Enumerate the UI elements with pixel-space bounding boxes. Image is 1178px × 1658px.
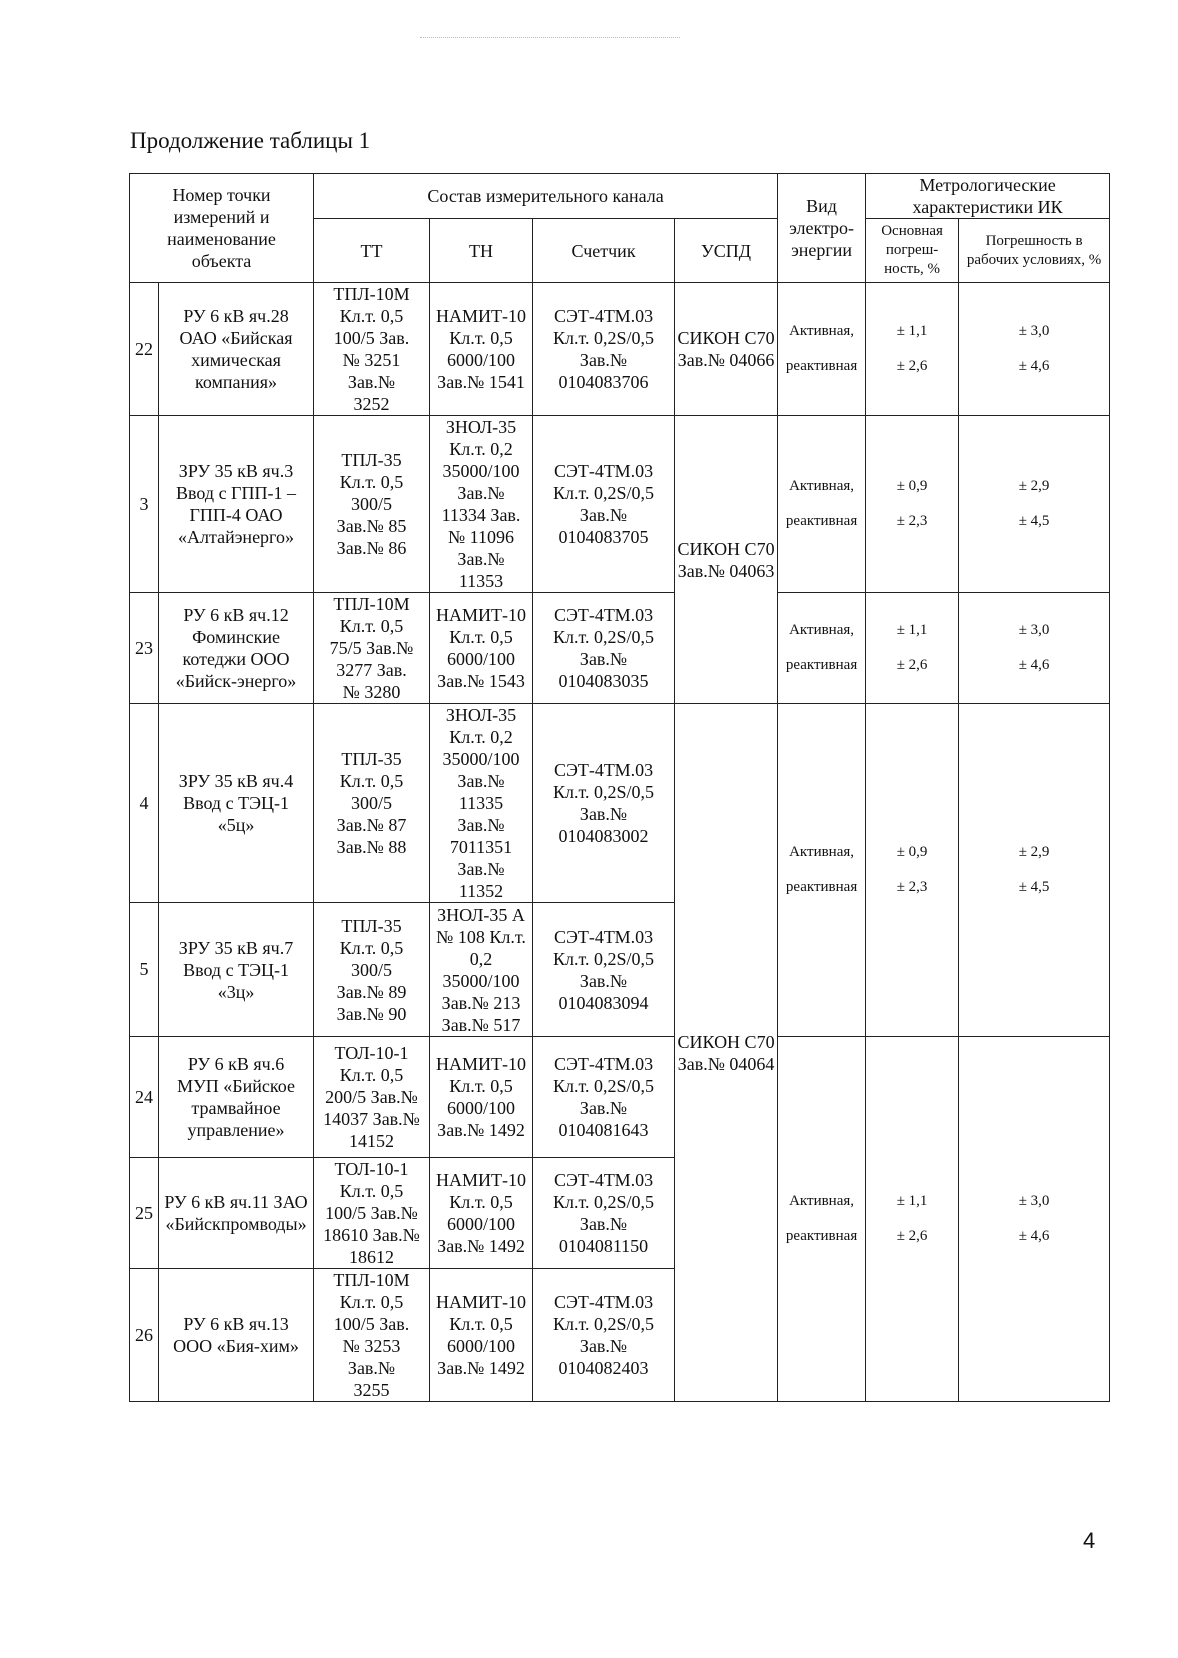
basic-error-reactive: ± 2,3 [896,879,928,895]
work-error-active: ± 2,9 [1018,844,1050,860]
table-row [130,593,1110,704]
meter-cell: СЭТ-4ТМ.03 Кл.т. 0,2S/0,5 Зав.№ 0104083705 [533,416,675,593]
tn-cell: НАМИТ-10 Кл.т. 0,5 6000/100 Зав.№ 1492 [430,1158,533,1269]
header-energy-type: Вид электро-энергии [778,174,866,283]
energy-active: Активная, [789,622,855,638]
header-composition: Состав измерительного канала [314,174,778,219]
tt-cell: ТПЛ-35 Кл.т. 0,5 300/5 Зав.№ 89 Зав.№ 90 [314,903,430,1037]
work-error-reactive: ± 4,6 [1018,657,1050,673]
energy-type-cell [778,416,866,593]
basic-error-reactive: ± 2,3 [896,513,928,529]
uspd-cell: СИКОН С70 Зав.№ 04063 [675,416,778,704]
energy-type-cell [778,704,866,1037]
uspd-cell: СИКОН С70 Зав.№ 04064 [675,704,778,1402]
work-error-active: ± 3,0 [1018,1193,1050,1209]
tn-cell: ЗНОЛ-35 А № 108 Кл.т. 0,2 35000/100 Зав.№ 213 Зав.№ 517 [430,903,533,1037]
basic-error-active: ± 1,1 [896,622,928,638]
row-number: 5 [130,903,159,1037]
measurement-channels-table [129,173,1110,1402]
meter-cell: СЭТ-4ТМ.03 Кл.т. 0,2S/0,5 Зав.№ 0104081643 [533,1037,675,1158]
row-number: 3 [130,416,159,593]
energy-type-cell [778,283,866,416]
uspd-cell: СИКОН С70 Зав.№ 04066 [675,283,778,416]
header-uspd: УСПД [675,219,778,283]
basic-error-active: ± 0,9 [896,844,928,860]
row-number: 23 [130,593,159,704]
basic-error-cell [866,283,959,416]
energy-active: Активная, [789,1193,855,1209]
meter-cell: СЭТ-4ТМ.03 Кл.т. 0,2S/0,5 Зав.№ 0104083706 [533,283,675,416]
basic-error-reactive: ± 2,6 [896,358,928,374]
object-name: ЗРУ 35 кВ яч.4 Ввод с ТЭЦ-1 «5ц» [159,704,314,903]
row-number: 26 [130,1269,159,1402]
energy-type-cell [778,1037,866,1402]
row-number: 4 [130,704,159,903]
work-error-reactive: ± 4,5 [1018,513,1050,529]
row-number: 25 [130,1158,159,1269]
tn-cell: НАМИТ-10 Кл.т. 0,5 6000/100 Зав.№ 1492 [430,1269,533,1402]
object-name: РУ 6 кВ яч.6 МУП «Бийское трамвайное управление» [159,1037,314,1158]
table-row [130,1037,1110,1158]
tt-cell: ТПЛ-10М Кл.т. 0,5 75/5 Зав.№ 3277 Зав.№ 3280 [314,593,430,704]
object-name: РУ 6 кВ яч.28 ОАО «Бийская химическая компания» [159,283,314,416]
row-number: 24 [130,1037,159,1158]
basic-error-reactive: ± 2,6 [896,657,928,673]
basic-error-cell [866,1037,959,1402]
table-continuation-caption: Продолжение таблицы 1 [130,128,371,153]
meter-cell: СЭТ-4ТМ.03 Кл.т. 0,2S/0,5 Зав.№ 0104081150 [533,1158,675,1269]
work-error-cell [959,593,1110,704]
energy-reactive: реактивная [785,358,858,374]
energy-active: Активная, [789,323,855,339]
tn-cell: НАМИТ-10 Кл.т. 0,5 6000/100 Зав.№ 1543 [430,593,533,704]
energy-type-cell [778,593,866,704]
table-row [130,704,1110,903]
basic-error-cell [866,593,959,704]
energy-reactive: реактивная [785,513,858,529]
tn-cell: ЗНОЛ-35 Кл.т. 0,2 35000/100 Зав.№ 11334 Зав.№ 11096 Зав.№ 11353 [430,416,533,593]
object-name: ЗРУ 35 кВ яч.7 Ввод с ТЭЦ-1 «3ц» [159,903,314,1037]
basic-error-reactive: ± 2,6 [896,1228,928,1244]
header-metrology: Метрологические характеристики ИК [866,174,1110,219]
energy-active: Активная, [789,844,855,860]
meter-cell: СЭТ-4ТМ.03 Кл.т. 0,2S/0,5 Зав.№ 0104083094 [533,903,675,1037]
work-error-reactive: ± 4,6 [1018,358,1050,374]
basic-error-active: ± 1,1 [896,1193,928,1209]
tt-cell: ТПЛ-10М Кл.т. 0,5 100/5 Зав.№ 3253 Зав.№ 3255 [314,1269,430,1402]
work-error-active: ± 3,0 [1018,323,1050,339]
basic-error-active: ± 1,1 [896,323,928,339]
basic-error-cell [866,416,959,593]
header-basic-error: Основная погреш-ность, % [866,219,959,283]
work-error-cell [959,704,1110,1037]
header-tn: ТН [430,219,533,283]
page-number: 4 [1083,1528,1096,1553]
work-error-cell [959,1037,1110,1402]
tn-cell: НАМИТ-10 Кл.т. 0,5 6000/100 Зав.№ 1541 [430,283,533,416]
energy-reactive: реактивная [785,879,858,895]
object-name: РУ 6 кВ яч.13 ООО «Бия-хим» [159,1269,314,1402]
object-name: РУ 6 кВ яч.11 ЗАО «Бийскпромводы» [159,1158,314,1269]
basic-error-active: ± 0,9 [896,478,928,494]
energy-active: Активная, [789,478,855,494]
header-work-error: Погрешность в рабочих условиях, % [959,219,1110,283]
header-tt: ТТ [314,219,430,283]
work-error-cell [959,416,1110,593]
table-row [130,416,1110,593]
row-number: 22 [130,283,159,416]
meter-cell: СЭТ-4ТМ.03 Кл.т. 0,2S/0,5 Зав.№ 0104083002 [533,704,675,903]
scan-artifact [420,37,680,39]
work-error-active: ± 2,9 [1018,478,1050,494]
energy-reactive: реактивная [785,657,858,673]
tn-cell: НАМИТ-10 Кл.т. 0,5 6000/100 Зав.№ 1492 [430,1037,533,1158]
tt-cell: ТПЛ-10М Кл.т. 0,5 100/5 Зав.№ 3251 Зав.№ 3252 [314,283,430,416]
tt-cell: ТОЛ-10-1 Кл.т. 0,5 100/5 Зав.№ 18610 Зав.№ 18612 [314,1158,430,1269]
object-name: РУ 6 кВ яч.12 Фоминские котеджи ООО «Бийск-энерго» [159,593,314,704]
object-name: ЗРУ 35 кВ яч.3 Ввод с ГПП-1 – ГПП-4 ОАО «Алтайэнерго» [159,416,314,593]
tt-cell: ТПЛ-35 Кл.т. 0,5 300/5 Зав.№ 85 Зав.№ 86 [314,416,430,593]
header-point: Номер точки измерений и наименование объекта [130,174,314,283]
tt-cell: ТОЛ-10-1 Кл.т. 0,5 200/5 Зав.№ 14037 Зав.№ 14152 [314,1037,430,1158]
work-error-active: ± 3,0 [1018,622,1050,638]
basic-error-cell [866,704,959,1037]
energy-reactive: реактивная [785,1228,858,1244]
work-error-reactive: ± 4,5 [1018,879,1050,895]
table-row [130,283,1110,416]
header-meter: Счетчик [533,219,675,283]
work-error-reactive: ± 4,6 [1018,1228,1050,1244]
meter-cell: СЭТ-4ТМ.03 Кл.т. 0,2S/0,5 Зав.№ 0104083035 [533,593,675,704]
tn-cell: ЗНОЛ-35 Кл.т. 0,2 35000/100 Зав.№ 11335 Зав.№ 7011351 Зав.№ 11352 [430,704,533,903]
tt-cell: ТПЛ-35 Кл.т. 0,5 300/5 Зав.№ 87 Зав.№ 88 [314,704,430,903]
meter-cell: СЭТ-4ТМ.03 Кл.т. 0,2S/0,5 Зав.№ 0104082403 [533,1269,675,1402]
work-error-cell [959,283,1110,416]
